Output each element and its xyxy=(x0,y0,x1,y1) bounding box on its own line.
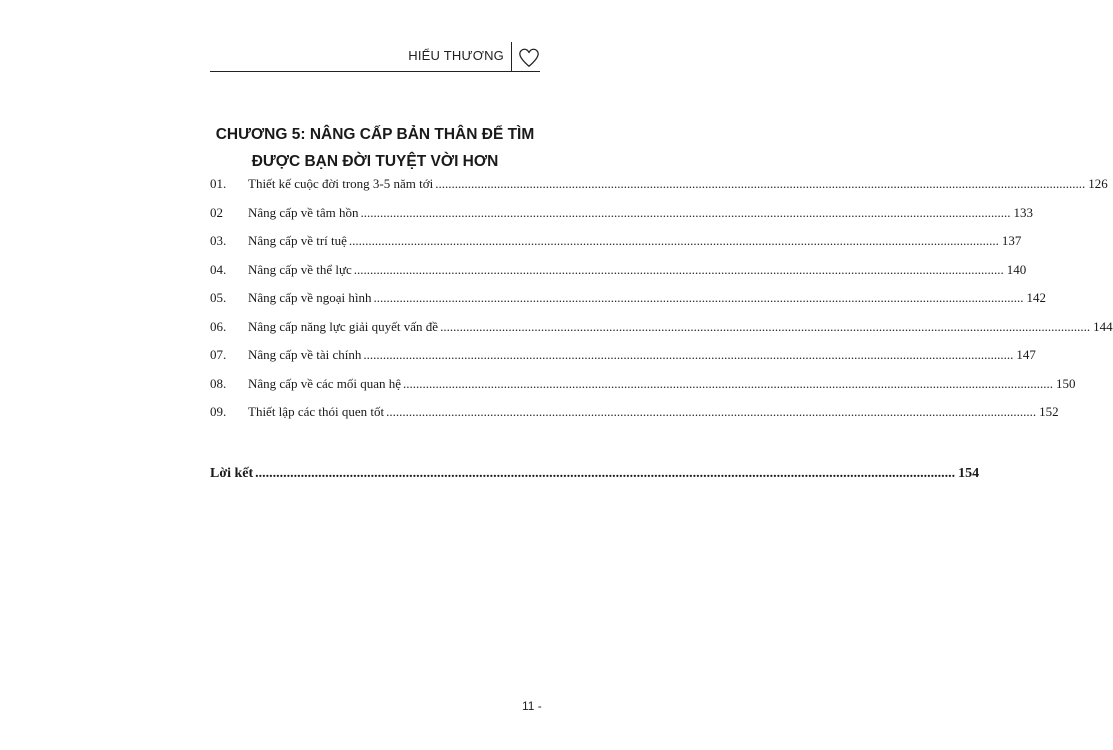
toc-entry-title: Nâng cấp năng lực giải quyết vấn đề xyxy=(248,318,439,334)
toc-entry[interactable] xyxy=(210,204,1033,234)
toc-entry-page: 133 xyxy=(1013,204,1033,220)
toc-entry-page: 140 xyxy=(1006,261,1027,277)
toc-entry-number: 01. xyxy=(210,176,227,191)
chapter-title xyxy=(210,121,540,175)
toc-entry-title: Nâng cấp về ngoại hình xyxy=(248,290,372,305)
toc-entry-page: 147 xyxy=(1016,347,1036,362)
toc-dot-leader: ........................................................................................................................................................................................................ xyxy=(360,204,1011,220)
toc-entry-page: 142 xyxy=(1026,290,1046,305)
toc-entry-page: 137 xyxy=(1001,233,1022,248)
toc-dot-leader: ........................................................................................................................................................................................................ xyxy=(348,233,999,248)
toc-entry-title: Thiết kế cuộc đời trong 3-5 năm tới xyxy=(248,176,434,191)
toc-entry-page: 150 xyxy=(1056,375,1076,391)
toc-dot-leader: ........................................................................................................................................................................................................ xyxy=(353,261,1004,277)
toc-dot-leader: ........................................................................................................................................................................................................ xyxy=(440,318,1091,334)
toc-dot-leader: ........................................................................................................................................................................................................ xyxy=(363,347,1014,362)
toc-entry[interactable] xyxy=(210,261,1027,291)
toc-entry-page: 144 xyxy=(1093,318,1113,334)
toc-entry-title: Nâng cấp về tâm hồn xyxy=(248,204,359,220)
toc-dot-leader: ........................................................................................................................................................................................................ xyxy=(255,466,956,481)
toc-entry[interactable] xyxy=(210,375,1076,405)
toc-dot-leader: ........................................................................................................................................................................................................ xyxy=(373,290,1024,305)
toc-entry-number: 04. xyxy=(210,261,227,277)
header-rule xyxy=(210,71,540,72)
heart-outline-icon xyxy=(518,47,540,69)
toc-entry[interactable] xyxy=(210,290,1046,319)
running-title: HIỂU THƯƠNG xyxy=(408,48,504,63)
toc-entry-title: Nâng cấp về tài chính xyxy=(248,347,362,362)
epilogue-page: 154 xyxy=(958,466,980,481)
toc-dot-leader: ........................................................................................................................................................................................................ xyxy=(403,375,1054,391)
toc-entry-title: Thiết lập các thói quen tốt xyxy=(248,404,385,419)
toc-entry-page: 152 xyxy=(1039,404,1059,419)
table-of-contents xyxy=(210,176,1113,433)
page-number: 11 - xyxy=(522,699,542,713)
chapter-title-line-1: CHƯƠNG 5: NÂNG CẤP BẢN THÂN ĐỂ TÌM xyxy=(215,126,535,143)
toc-entry-number: 09. xyxy=(210,404,227,419)
toc-entry-title: Nâng cấp về thể lực xyxy=(248,261,352,277)
toc-dot-leader: ........................................................................................................................................................................................................ xyxy=(435,176,1086,191)
toc-entry-number: 07. xyxy=(210,347,227,362)
toc-entry[interactable] xyxy=(210,404,1059,433)
toc-entry-page: 126 xyxy=(1088,176,1108,191)
toc-entry-number: 08. xyxy=(210,375,227,391)
header-divider xyxy=(511,42,512,72)
toc-entry[interactable] xyxy=(210,233,1022,262)
toc-entry-title: Nâng cấp về trí tuệ xyxy=(248,233,347,248)
epilogue-title: Lời kết xyxy=(210,466,254,481)
toc-entry[interactable] xyxy=(210,347,1036,376)
toc-dot-leader: ........................................................................................................................................................................................................ xyxy=(386,404,1037,419)
toc-entry-number: 03. xyxy=(210,233,227,248)
toc-entry[interactable] xyxy=(210,176,1108,205)
chapter-title-line-2: ĐƯỢC BẠN ĐỜI TUYỆT VỜI HƠN xyxy=(251,153,499,170)
toc-entry-number: 06. xyxy=(210,318,227,334)
toc-entry-number: 02 xyxy=(210,204,223,220)
toc-entry-title: Nâng cấp về các mối quan hệ xyxy=(248,375,402,391)
toc-entry[interactable] xyxy=(210,318,1113,348)
toc-entry-number: 05. xyxy=(210,290,227,305)
toc-epilogue-entry[interactable] xyxy=(210,466,980,482)
